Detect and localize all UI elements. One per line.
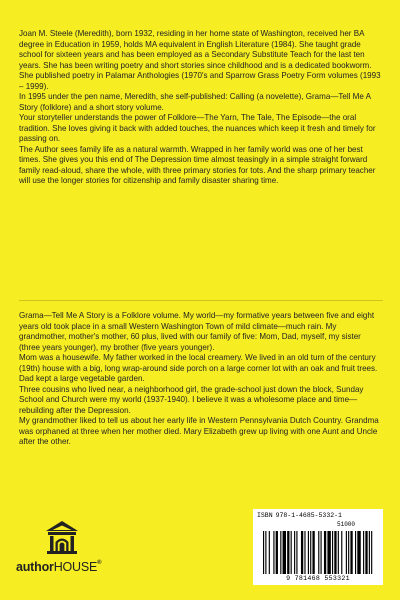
- barcode-bar: [296, 531, 297, 574]
- publisher-logo: [16, 520, 120, 580]
- intro-paragraph: Grama—Tell Me A Story is a Folklore volume. My world—my formative years between five and eight years old took place in a small Western Washington Town of mild climate—much rain. My grandmother, mother's mother, 60 plus, lived with our family of five: Mom, Dad, myself, my sister (three years younger), my brother (five years younger).: [19, 311, 375, 352]
- barcode-bar: [318, 531, 319, 574]
- barcode-bar: [365, 531, 367, 574]
- barcode-bar: [287, 531, 289, 574]
- barcode-digits: 9 781468 553321: [286, 575, 350, 582]
- isbn-label: ISBN: [257, 512, 273, 519]
- barcode-bars: [253, 530, 383, 577]
- publisher-name-bold: author: [16, 560, 54, 574]
- barcode-bar: [321, 531, 322, 574]
- barcode-bar: [294, 531, 295, 574]
- barcode-bar: [269, 531, 270, 574]
- barcode-bar: [355, 531, 356, 574]
- barcode-bar: [304, 531, 305, 574]
- isbn-number: 978-1-4685-5332-1: [275, 512, 342, 519]
- publisher-name-regular: HOUSE: [53, 560, 98, 574]
- barcode-bar: [276, 531, 278, 574]
- barcode-bar: [265, 531, 266, 574]
- barcode-bar: [348, 531, 349, 574]
- publisher-name: [16, 560, 101, 574]
- barcode-bar: [363, 531, 364, 574]
- barcode-bar: [334, 531, 336, 574]
- bio-paragraph: Your storyteller understands the power of Folklore—The Yarn, The Tale, The Episode—the oral tradition. She loves giving it back with added touches, the nuances which keep it fresh and timely for passing on.: [19, 113, 376, 143]
- intro-paragraph: Mom was a housewife. My father worked in the local creamery. We lived in an old turn of the century (19th) house with a big, long wrap-around side porch on a large corner lot with an oak and fruit trees. Dad kept a large vegetable garden.: [19, 353, 378, 383]
- isbn-text: [257, 512, 342, 519]
- barcode-bar: [371, 531, 372, 574]
- barcode-bar: [346, 531, 347, 574]
- barcode-bar: [263, 531, 264, 574]
- barcode-bar: [332, 531, 333, 574]
- intro-paragraph: Three cousins who lived near, a neighborhood girl, the grade-school just down the block, Sunday School and Church were my world (1937-1940). I believe it was a wholesome place and time—rebuilding after the Depression.: [19, 384, 364, 415]
- barcode-bar: [312, 531, 314, 574]
- barcode-bar: [357, 531, 360, 574]
- barcode-bar: [291, 531, 292, 574]
- intro-paragraph: My grandmother liked to tell us about her early life in Western Pennsylvania Dutch Country. Grandma was orphaned at three when her mother died. Mary Elizabeth grew up living with one Aunt and Uncle after the other.: [19, 416, 379, 446]
- barcode-bar: [280, 531, 281, 574]
- price-code: 51000: [337, 521, 356, 528]
- barcode-bar: [310, 531, 311, 574]
- bio-paragraph: In 1995 under the pen name, Meredith, she self-published: Calling (a novelette), Grama—Tell Me A Story (folklore) and a short story volume.: [19, 92, 371, 112]
- publisher-house-icon: [45, 520, 79, 556]
- barcode-bar: [341, 531, 342, 574]
- bio-paragraph: The Author sees family life as a natural warmth. Wrapped in her family world was one of her best times. She gives you this end of The Depression time almost teasingly in a simple straight forward family read-aloud, share the whole, with three primary stories for tots. And the sharp primary teacher will use the longer stories for citizenship and family disaster sharing time.: [19, 144, 376, 185]
- author-bio-section: [19, 29, 383, 187]
- barcode-bar: [308, 531, 309, 574]
- barcode-bar: [338, 531, 339, 574]
- bio-paragraph: She published poetry in Palamar Anthologies (1970's and Sparrow Grass Poetry Form volumes (1993 – 1999).: [19, 71, 381, 91]
- barcode-bar: [301, 531, 303, 574]
- barcode-bar: [350, 531, 352, 574]
- section-divider: [19, 300, 383, 301]
- barcode-bar: [327, 531, 330, 574]
- isbn-barcode: [253, 509, 383, 585]
- barcode-bar: [273, 531, 274, 574]
- barcode-bar: [283, 531, 286, 574]
- barcode-bar: [324, 531, 326, 574]
- bio-paragraph: Joan M. Steele (Meredith), born 1932, residing in her home state of Washington, received her BA degree in Education in 1959, holds MA equivalent in English Literature (1984). She taught grade school for sixteen years and has been employed as a Secondary Substitute Teach for the last ten years. She has been writing poetry and short stories since childhood and is a dedicated bookworm.: [19, 29, 372, 70]
- trademark-symbol: ®: [97, 560, 102, 566]
- book-intro-section: [19, 311, 383, 448]
- barcode-bar: [369, 531, 370, 574]
